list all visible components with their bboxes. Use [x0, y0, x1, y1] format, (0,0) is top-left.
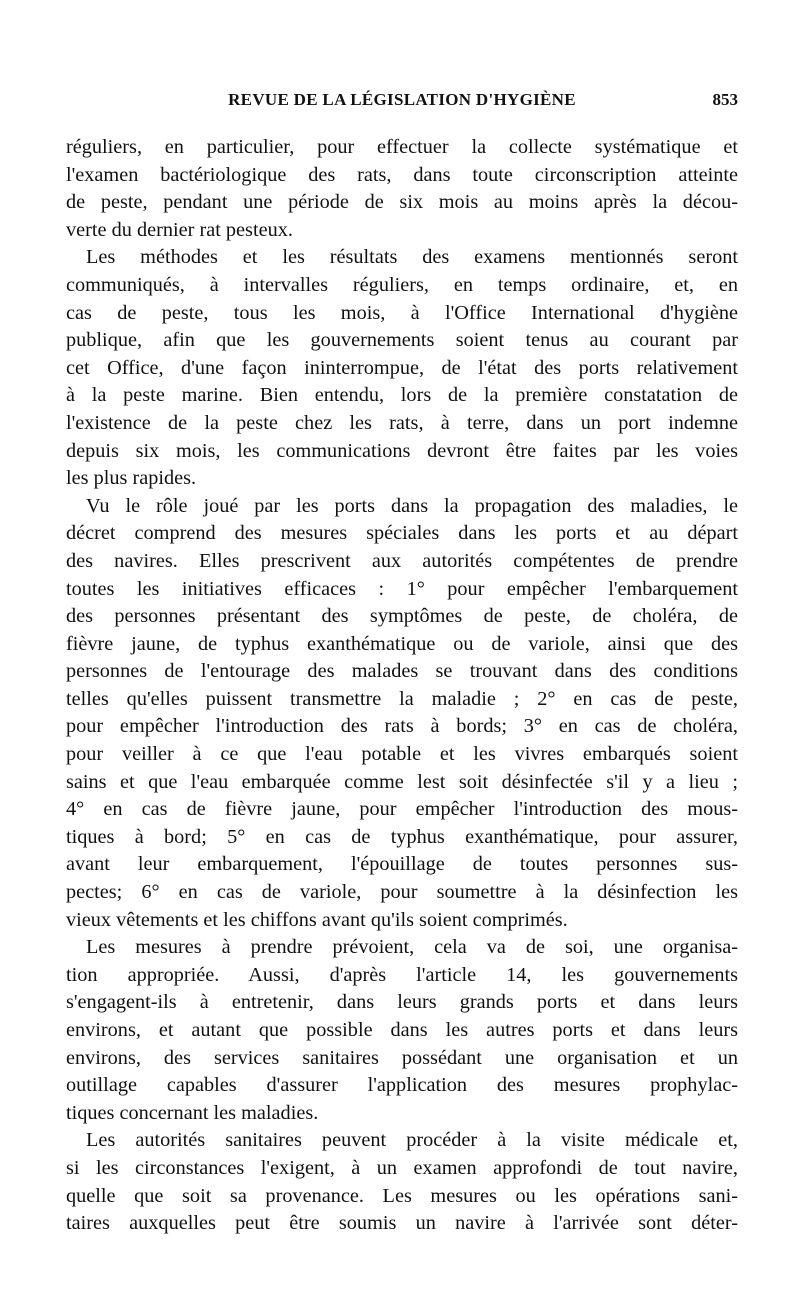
text-line: communiqués, à intervalles réguliers, en temps ordinaire, et, en: [66, 273, 738, 296]
text-line: fièvre jaune, de typhus exanthématique ou de variole, ainsi que des: [66, 632, 738, 655]
text-line: verte du dernier rat pesteux.: [66, 218, 293, 241]
paragraph-4: [66, 934, 738, 1127]
text-line: Les méthodes et les résultats des examens mentionnés seront: [86, 246, 738, 269]
text-line: vieux vêtements et les chiffons avant qu'ils soient comprimés.: [66, 908, 568, 931]
text-line: personnes de l'entourage des malades se trouvant dans des conditions: [66, 660, 738, 683]
paragraph-2: [66, 244, 738, 492]
text-line: l'existence de la peste chez les rats, à terre, dans un port indemne: [66, 411, 738, 434]
text-line: les plus rapides.: [66, 467, 197, 490]
text-line: des navires. Elles prescrivent aux autorités compétentes de prendre: [66, 549, 738, 572]
text-line: réguliers, en particulier, pour effectuer la collecte systématique et: [66, 136, 738, 158]
text-line: taires auxquelles peut être soumis un navire à l'arrivée sont déter-: [66, 1212, 738, 1235]
text-line: cet Office, d'une façon ininterrompue, de l'état des ports relativement: [66, 356, 738, 379]
text-line: avant leur embarquement, l'épouillage de toutes personnes sus-: [66, 853, 738, 876]
text-line: des personnes présentant des symptômes de peste, de choléra, de: [66, 605, 738, 628]
text-line: tiques concernant les maladies.: [66, 1101, 319, 1124]
text-line: toutes les initiatives efficaces : 1° pour empêcher l'embarquement: [66, 577, 738, 600]
text-line: environs, des services sanitaires possédant une organisation et un: [66, 1046, 738, 1069]
text-line: s'engagent-ils à entretenir, dans leurs grands ports et dans leurs: [66, 991, 738, 1014]
text-line: cas de peste, tous les mois, à l'Office International d'hygiène: [66, 301, 738, 324]
text-line: de peste, pendant une période de six mois au moins après la décou-: [66, 191, 738, 214]
text-line: 4° en cas de fièvre jaune, pour empêcher l'introduction des mous-: [66, 798, 738, 821]
text-line: quelle que soit sa provenance. Les mesures ou les opérations sani-: [66, 1184, 738, 1207]
text-line: depuis six mois, les communications devront être faites par les voies: [66, 439, 738, 462]
body-text: [66, 134, 738, 1238]
text-line: sains et que l'eau embarquée comme lest soit désinfectée s'il y a lieu ;: [66, 770, 738, 793]
page-number: 853: [712, 90, 738, 109]
text-line: tion appropriée. Aussi, d'après l'article 14, les gouvernements: [66, 963, 738, 986]
text-line: pour veiller à ce que l'eau potable et les vivres embarqués soient: [66, 743, 738, 766]
text-line: pectes; 6° en cas de variole, pour soumettre à la désinfection les: [66, 881, 738, 904]
running-title: REVUE DE LA LÉGISLATION D'HYGIÈNE: [228, 90, 576, 109]
text-line: environs, et autant que possible dans les autres ports et dans leurs: [66, 1019, 738, 1041]
text-line: si les circonstances l'exigent, à un examen approfondi de tout navire,: [66, 1156, 738, 1179]
text-line: pour empêcher l'introduction des rats à bords; 3° en cas de choléra,: [66, 715, 738, 738]
text-line: publique, afin que les gouvernements soient tenus au courant par: [66, 329, 738, 352]
text-line: l'examen bactériologique des rats, dans toute circonscription atteinte: [66, 163, 738, 186]
text-line: Les mesures à prendre prévoient, cela va de soi, une organisa-: [86, 936, 738, 959]
text-line: tiques à bord; 5° en cas de typhus exanthématique, pour assurer,: [66, 825, 738, 848]
text-line: outillage capables d'assurer l'application des mesures prophylac-: [66, 1074, 738, 1097]
text-line: décret comprend des mesures spéciales dans les ports et au départ: [66, 522, 738, 545]
text-line: Vu le rôle joué par les ports dans la propagation des maladies, le: [86, 494, 738, 517]
paragraph-5: [66, 1127, 738, 1237]
text-line: telles qu'elles puissent transmettre la maladie ; 2° en cas de peste,: [66, 687, 738, 710]
page-header: [66, 86, 738, 116]
text-line: Les autorités sanitaires peuvent procéder à la visite médicale et,: [86, 1129, 738, 1152]
text-line: à la peste marine. Bien entendu, lors de la première constatation de: [66, 384, 738, 407]
paragraph-1: [66, 134, 738, 244]
paragraph-3: [66, 493, 738, 935]
